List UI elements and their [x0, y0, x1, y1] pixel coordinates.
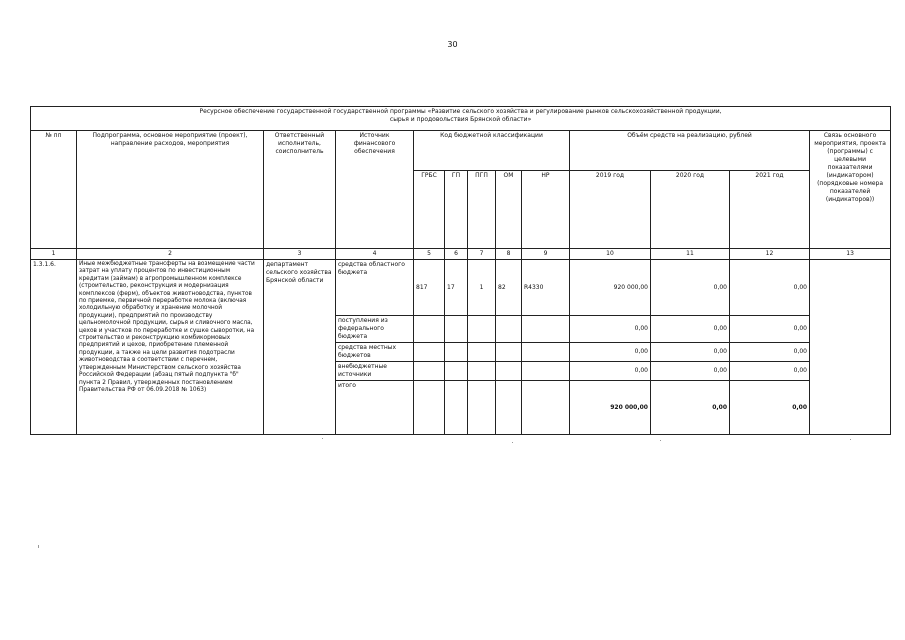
- om-cell: 82: [496, 260, 522, 316]
- col-num-7: 7: [468, 249, 496, 260]
- value-2021-cell: 0,00: [730, 343, 810, 362]
- gp-cell: [445, 381, 468, 435]
- header-2021: 2021 год: [730, 171, 810, 249]
- source-cell: итого: [336, 381, 414, 435]
- grbs-cell: [414, 316, 445, 343]
- value-2020-cell: 0,00: [651, 260, 730, 316]
- scan-speck: [322, 438, 323, 439]
- pgp-cell: [468, 316, 496, 343]
- header-gp: ГП: [445, 171, 468, 249]
- om-cell: [496, 343, 522, 362]
- header-executor: Ответственный исполнитель, соисполнитель: [264, 131, 336, 249]
- header-source: Источник финансового обеспечения: [336, 131, 414, 249]
- nr-cell: [522, 316, 570, 343]
- scan-speck: [512, 442, 513, 443]
- title-line-2: сырья и продовольствия Брянской области»: [389, 116, 532, 123]
- header-bk-code: Код бюджетной классификации: [414, 131, 570, 171]
- col-num-8: 8: [496, 249, 522, 260]
- col-num-3: 3: [264, 249, 336, 260]
- value-2019-cell: 920 000,00: [570, 260, 651, 316]
- pgp-cell: [468, 343, 496, 362]
- header-om: ОМ: [496, 171, 522, 249]
- value-2019-cell: 0,00: [570, 343, 651, 362]
- header-2020: 2020 год: [651, 171, 730, 249]
- header-subprogram: Подпрограмма, основное мероприятие (проект), направление расходов, мероприятия: [77, 131, 264, 249]
- table-title: [31, 107, 891, 131]
- col-num-6: 6: [445, 249, 468, 260]
- title-line-1: Ресурсное обеспечение государственной государственной программы «Развитие сельского хозяйства и регулирование рынков сельскохозяйственной продукции,: [199, 108, 722, 115]
- grbs-cell: [414, 362, 445, 381]
- value-2019-cell: 0,00: [570, 316, 651, 343]
- title-row: [31, 107, 891, 131]
- table-row: [31, 260, 891, 316]
- source-cell: средства местных бюджетов: [336, 343, 414, 362]
- link-cell: [810, 260, 891, 435]
- header-link: Связь основного мероприятия, проекта (программы) с целевыми показателями (индикатором) (порядковые номера показателей (индикаторов)): [810, 131, 891, 249]
- om-cell: [496, 381, 522, 435]
- gp-cell: [445, 362, 468, 381]
- value-2019-cell: 0,00: [570, 362, 651, 381]
- header-pgp: ПГП: [468, 171, 496, 249]
- grbs-cell: 817: [414, 260, 445, 316]
- nr-cell: [522, 362, 570, 381]
- col-num-12: 12: [730, 249, 810, 260]
- header-row: [31, 131, 891, 171]
- col-num-10: 10: [570, 249, 651, 260]
- col-num-1: 1: [31, 249, 77, 260]
- item-description: Иные межбюджетные трансферты на возмещение части затрат на уплату процентов по инвестиционным кредитам (займам) в агропромышленном комплексе (строительство, реконструкция и модернизация комплексов (ферм), объектов животноводства, пунктов по приемке, первичной переработке молока (включая холодильную обработку и хранение молочной продукции), предприятий по производству цельномолочной продукции, сырья и сливочного масла, цехов и участков по переработке и сушке сыворотки, на строительство и реконструкцию комбикормовых предприятий и цехов, приобретение племенной продукции, а также на цели развития подотрасли животноводства в соответствии с перечнем, утвержденным Министерством сельского хозяйства Российской Федерации (абзац пятый подпункта "б" пункта 2 Правил, утвержденных постановлением Правительства РФ от 06.09.2018 № 1063): [77, 260, 264, 435]
- gp-cell: 17: [445, 260, 468, 316]
- header-nr: НР: [522, 171, 570, 249]
- value-2019-cell: 920 000,00: [570, 381, 651, 435]
- om-cell: [496, 316, 522, 343]
- source-cell: внебюджетные источники: [336, 362, 414, 381]
- col-num-5: 5: [414, 249, 445, 260]
- value-2020-cell: 0,00: [651, 381, 730, 435]
- scan-speck: [850, 439, 851, 440]
- page-number: 30: [447, 40, 458, 49]
- pgp-cell: 1: [468, 260, 496, 316]
- gp-cell: [445, 343, 468, 362]
- gp-cell: [445, 316, 468, 343]
- value-2021-cell: 0,00: [730, 260, 810, 316]
- scan-speck: [38, 545, 39, 548]
- value-2020-cell: 0,00: [651, 362, 730, 381]
- om-cell: [496, 362, 522, 381]
- value-2021-cell: 0,00: [730, 362, 810, 381]
- grbs-cell: [414, 343, 445, 362]
- col-num-2: 2: [77, 249, 264, 260]
- pgp-cell: [468, 381, 496, 435]
- col-num-11: 11: [651, 249, 730, 260]
- pgp-cell: [468, 362, 496, 381]
- value-2021-cell: 0,00: [730, 316, 810, 343]
- col-num-13: 13: [810, 249, 891, 260]
- source-cell: поступления из федерального бюджета: [336, 316, 414, 343]
- header-grbs: ГРБС: [414, 171, 445, 249]
- col-num-9: 9: [522, 249, 570, 260]
- value-2020-cell: 0,00: [651, 343, 730, 362]
- col-num-4: 4: [336, 249, 414, 260]
- nr-cell: [522, 343, 570, 362]
- grbs-cell: [414, 381, 445, 435]
- value-2020-cell: 0,00: [651, 316, 730, 343]
- header-volume: Объём средств на реализацию, рублей: [570, 131, 810, 171]
- nr-cell: R4330: [522, 260, 570, 316]
- item-executor: департамент сельского хозяйства Брянской области: [264, 260, 336, 435]
- value-2021-cell: 0,00: [730, 381, 810, 435]
- header-num: № пп: [31, 131, 77, 249]
- nr-cell: [522, 381, 570, 435]
- item-number: 1.3.1.6.: [31, 260, 77, 435]
- column-number-row: [31, 249, 891, 260]
- header-2019: 2019 год: [570, 171, 651, 249]
- scan-speck: [660, 440, 661, 441]
- resource-table: [30, 106, 891, 435]
- source-cell: средства областного бюджета: [336, 260, 414, 316]
